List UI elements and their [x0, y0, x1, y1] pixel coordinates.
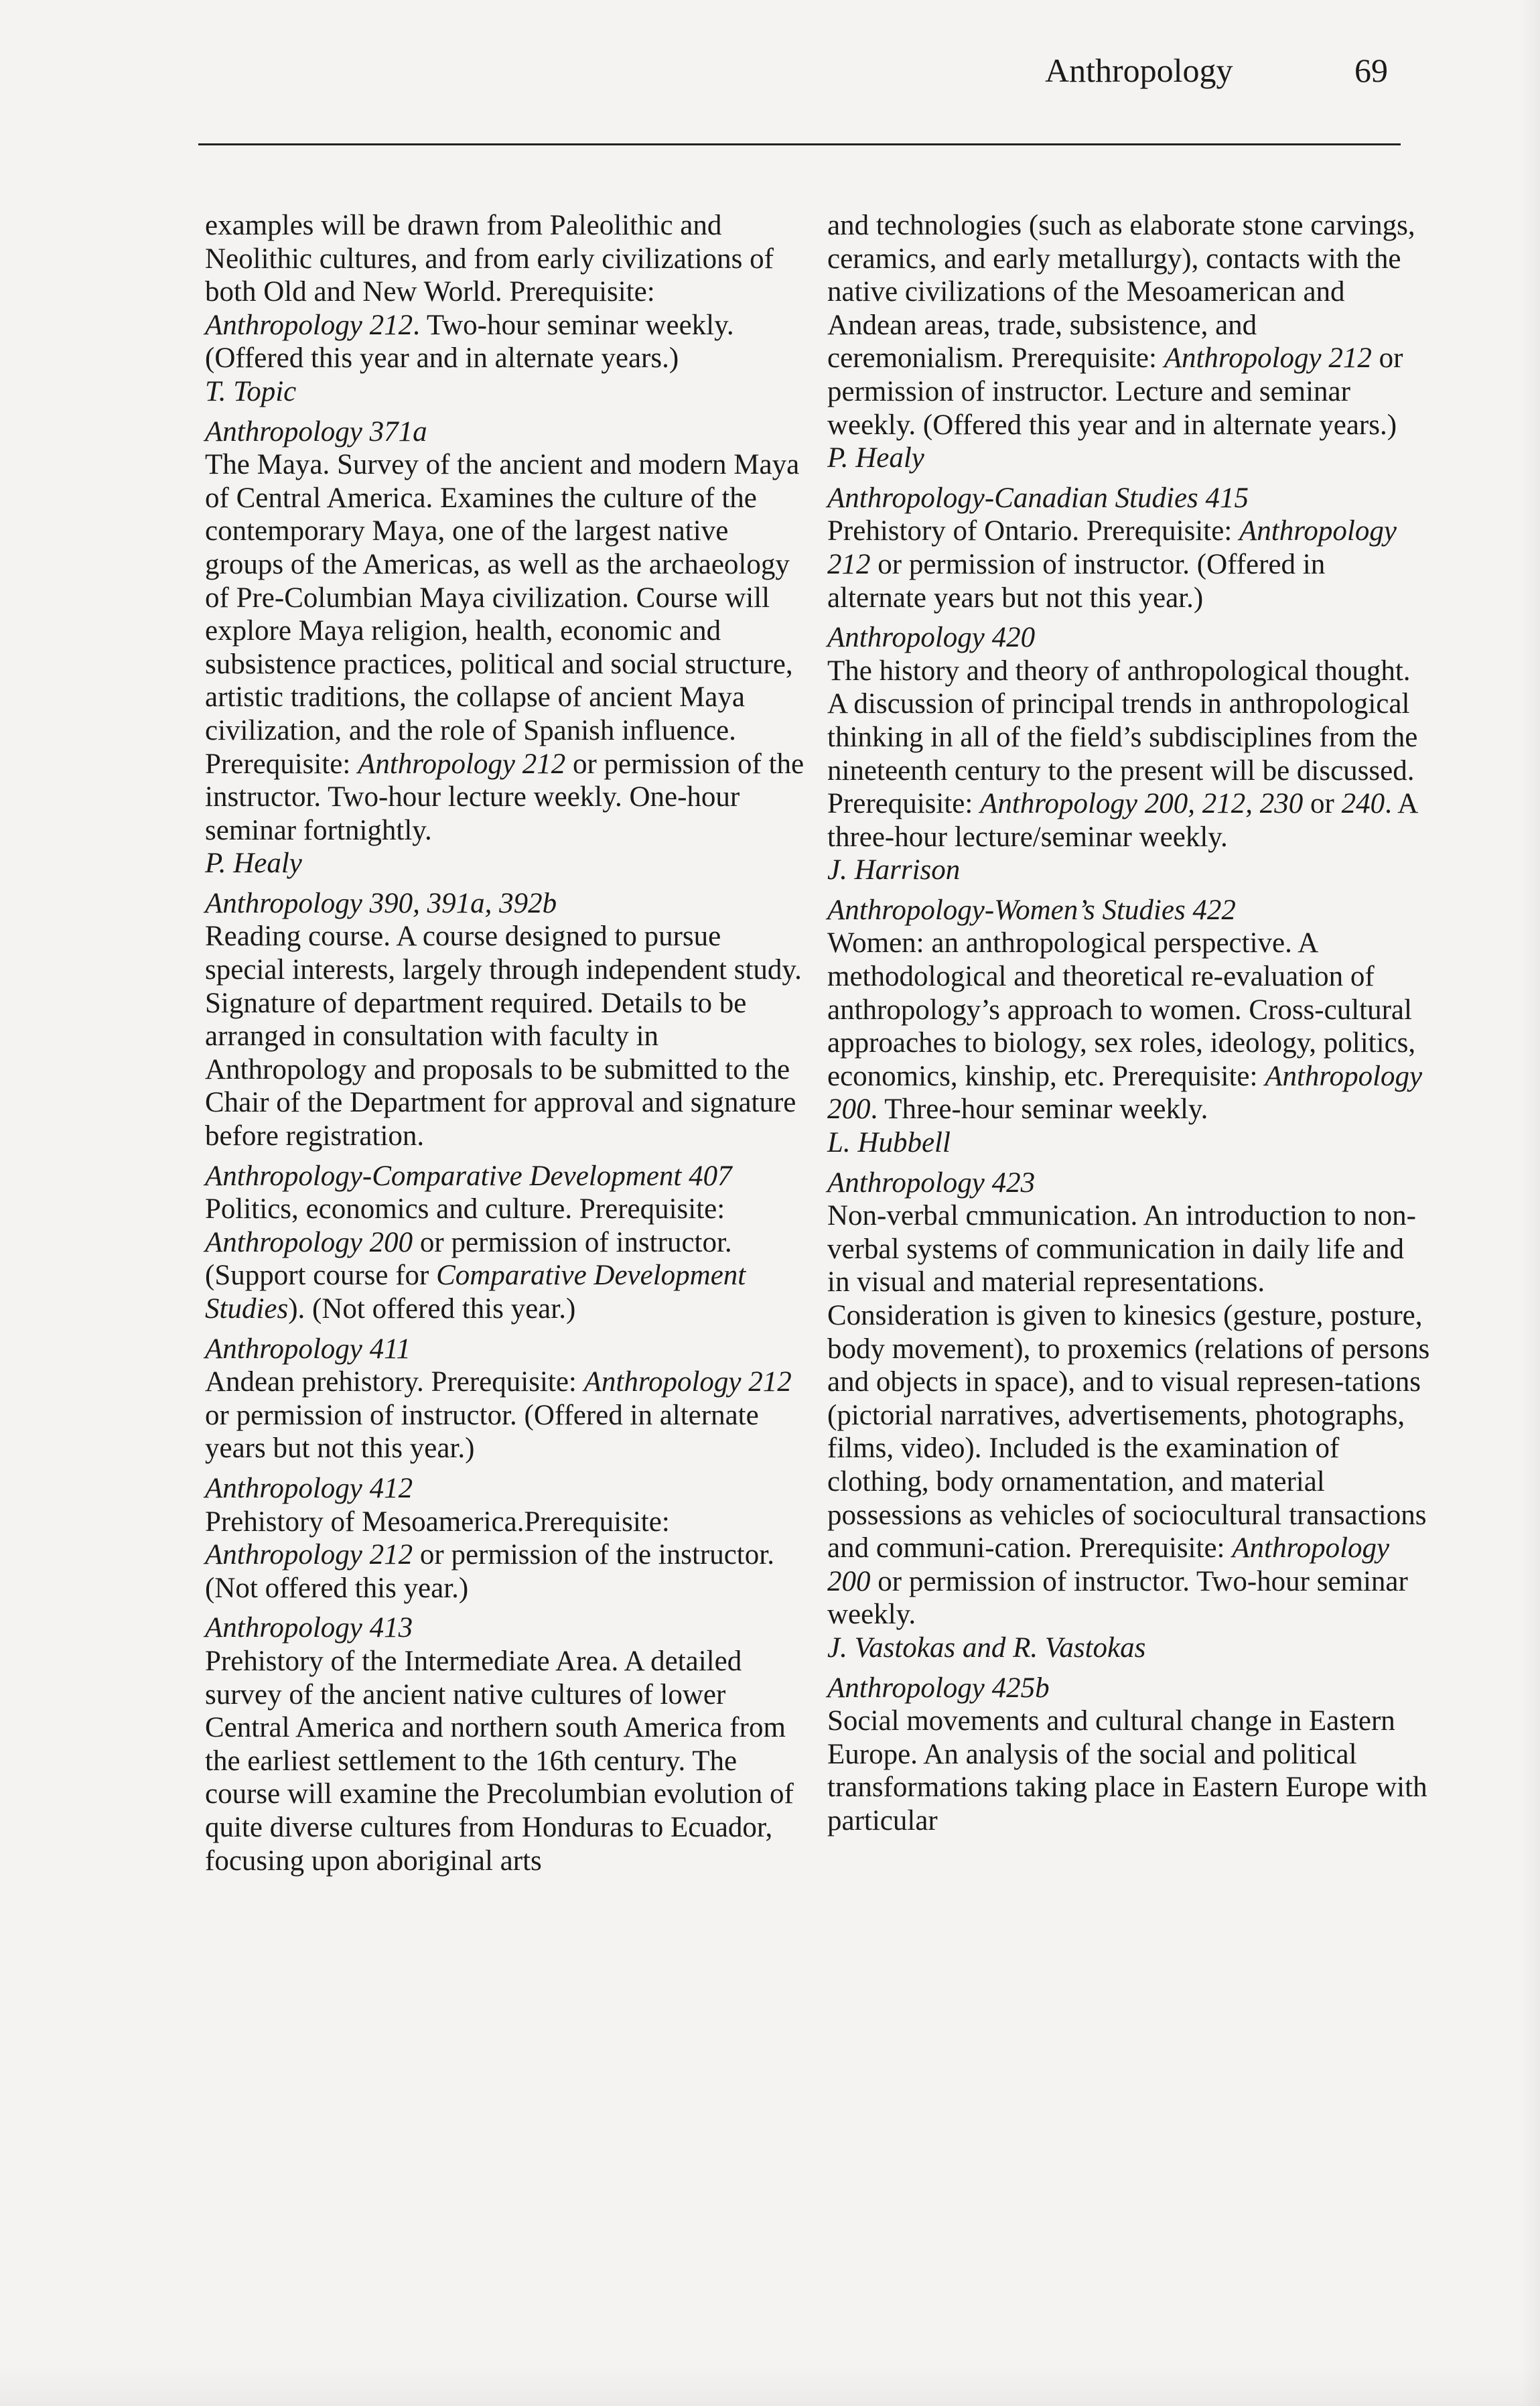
- instructor: J. Vastokas and R. Vastokas: [827, 1631, 1146, 1664]
- instructor: T. Topic: [205, 375, 297, 407]
- instructor: J. Harrison: [827, 854, 961, 886]
- course-description: Non-verbal cmmunication. An introduction to non-verbal systems of communication in daily life and in visual and material representations. Consideration is given to kinesics (gesture, posture, body movement), to proxemics (relations of persons and objects in space), and to visual represen-tations (pictorial narratives, advertisements, photographs, films, video). Included is the examination of clothing, body ornamentation, and material possessions as vehicles of sociocultural transactions and communi-cation. Prerequisite: Anthropology 200 or permission of instructor. Two-hour seminar weekly.: [827, 1200, 1430, 1631]
- course-heading: Anthropology-Women’s Studies 422: [827, 894, 1236, 926]
- course-description: Prehistory of the Intermediate Area. A detailed survey of the ancient native cultures of lower Central America and northern south America from the earliest settlement to the 16th century. The course will examine the Precolumbian evolution of quite diverse cultures from Honduras to Ecuador, focusing upon aboriginal arts: [205, 1645, 794, 1877]
- course-heading: Anthropology-Canadian Studies 415: [827, 482, 1249, 514]
- prerequisite-course: Anthropology 200: [205, 1226, 413, 1258]
- course-heading: Anthropology 423: [827, 1166, 1036, 1199]
- course-heading: Anthropology 425b: [827, 1672, 1050, 1704]
- course-heading: Anthropology 413: [205, 1612, 413, 1644]
- instructor: P. Healy: [205, 848, 302, 880]
- scan-shadow: [1521, 0, 1540, 2406]
- course-description: examples will be drawn from Paleolithic and Neolithic cultures, and from early civilizations of both Old and New World. Prerequisite: Anthropology 212. Two-hour seminar weekly. (Offered this year and in alternate years.): [205, 210, 774, 375]
- course-description: The Maya. Survey of the ancient and modern Maya of Central America. Examines the culture of the contemporary Maya, one of the largest native groups of the Americas, as well as the archaeology of Pre-Columbian Maya civilization. Course will explore Maya religion, health, economic and subsistence practices, political and social structure, artistic traditions, the collapse of ancient Maya civilization, and the role of Spanish influence. Prerequisite: Anthropology 212 or permission of the instructor. Two-hour lecture weekly. One-hour seminar fortnightly.: [205, 449, 804, 846]
- course-entry-413: [205, 1611, 808, 1877]
- course-description: Prehistory of Mesoamerica.Prerequisite: Anthropology 212 or permission of the instructor. (Not offered this year.): [205, 1506, 774, 1604]
- course-description: Politics, economics and culture. Prerequisite: Anthropology 200 or permission of instructor. (Support course for Comparative Development Studies). (Not offered this year.): [205, 1193, 746, 1325]
- prerequisite-course: Anthropology 212: [205, 1539, 413, 1571]
- course-description: Social movements and cultural change in Eastern Europe. An analysis of the social and political transformations taking place in Eastern Europe with particular: [827, 1705, 1427, 1836]
- course-entry-411: [205, 1333, 808, 1465]
- prerequisite-course: Anthropology 200, 212, 230: [980, 788, 1304, 820]
- course-entry-425b: [827, 1672, 1430, 1838]
- course-entry-371a: [205, 415, 808, 880]
- course-entry-420: [827, 621, 1430, 887]
- prerequisite-course: Anthropology 200: [827, 1532, 1390, 1597]
- running-head: Anthropology: [1045, 52, 1233, 89]
- header-rule: [198, 143, 1401, 145]
- instructor: P. Healy: [827, 442, 924, 474]
- prerequisite-course: Anthropology 212: [583, 1366, 792, 1398]
- course-heading: Anthropology 412: [205, 1472, 413, 1504]
- program-reference: Comparative Development Studies: [205, 1260, 746, 1325]
- course-entry-continued: [827, 209, 1430, 475]
- scan-shadow: [0, 2366, 1540, 2406]
- course-heading: Anthropology 371a: [205, 415, 427, 448]
- course-description: and technologies (such as elaborate stone carvings, ceramics, and early metallurgy), contacts with the native civilizations of the Mesoamerican and Andean areas, trade, subsistence, and ceremonialism. Prerequisite: Anthropology 212 or permission of instructor. Lecture and seminar weekly. (Offered this year and in alternate years.): [827, 210, 1415, 441]
- course-entry-407: [205, 1160, 808, 1326]
- course-entry-412: [205, 1472, 808, 1605]
- prerequisite-course: 240: [1341, 788, 1385, 820]
- prerequisite-course: Anthropology 212: [827, 515, 1397, 580]
- course-heading: Anthropology 420: [827, 622, 1036, 654]
- course-description: Women: an anthropological perspective. A methodological and theoretical re-evaluation of anthropology’s approach to women. Cross-cultural approaches to biology, sex roles, ideology, politics, economics, kinship, etc. Prerequisite: Anthropology 200. Three-hour seminar weekly.: [827, 927, 1423, 1126]
- prerequisite-course: Anthropology 212: [1164, 342, 1372, 375]
- course-entry-423: [827, 1166, 1430, 1665]
- page-number: 69: [1354, 52, 1388, 89]
- prerequisite-course: Anthropology 200: [827, 1060, 1423, 1126]
- prerequisite-course: Anthropology 212: [358, 748, 566, 780]
- course-description: Reading course. A course designed to pursue special interests, largely through independent study. Signature of department required. Details to be arranged in consultation with faculty in Anthropology and proposals to be submitted to the Chair of the Department for approval and signature before registration.: [205, 921, 802, 1152]
- instructor: L. Hubbell: [827, 1127, 951, 1159]
- left-column: [205, 209, 808, 1884]
- course-entry-415: [827, 482, 1430, 614]
- course-description: The history and theory of anthropological thought. A discussion of principal trends in anthropological thinking in all of the field’s subdisciplines from the nineteenth century to the present will be discussed. Prerequisite: Anthropology 200, 212, 230 or 240. A three-hour lecture/seminar weekly.: [827, 655, 1418, 853]
- right-column: [827, 209, 1430, 1845]
- course-entry-390: [205, 887, 808, 1153]
- prerequisite-course: Anthropology 212: [205, 309, 413, 341]
- course-description: Prehistory of Ontario. Prerequisite: Anthropology 212 or permission of instructor. (Offered in alternate years but not this year.): [827, 515, 1397, 614]
- course-entry-continued: [205, 209, 808, 409]
- course-entry-422: [827, 894, 1430, 1160]
- course-description: Andean prehistory. Prerequisite: Anthropology 212 or permission of instructor. (Offered in alternate years but not this year.): [205, 1366, 792, 1465]
- course-heading: Anthropology-Comparative Development 407: [205, 1160, 732, 1192]
- course-heading: Anthropology 390, 391a, 392b: [205, 887, 557, 919]
- course-heading: Anthropology 411: [205, 1333, 411, 1365]
